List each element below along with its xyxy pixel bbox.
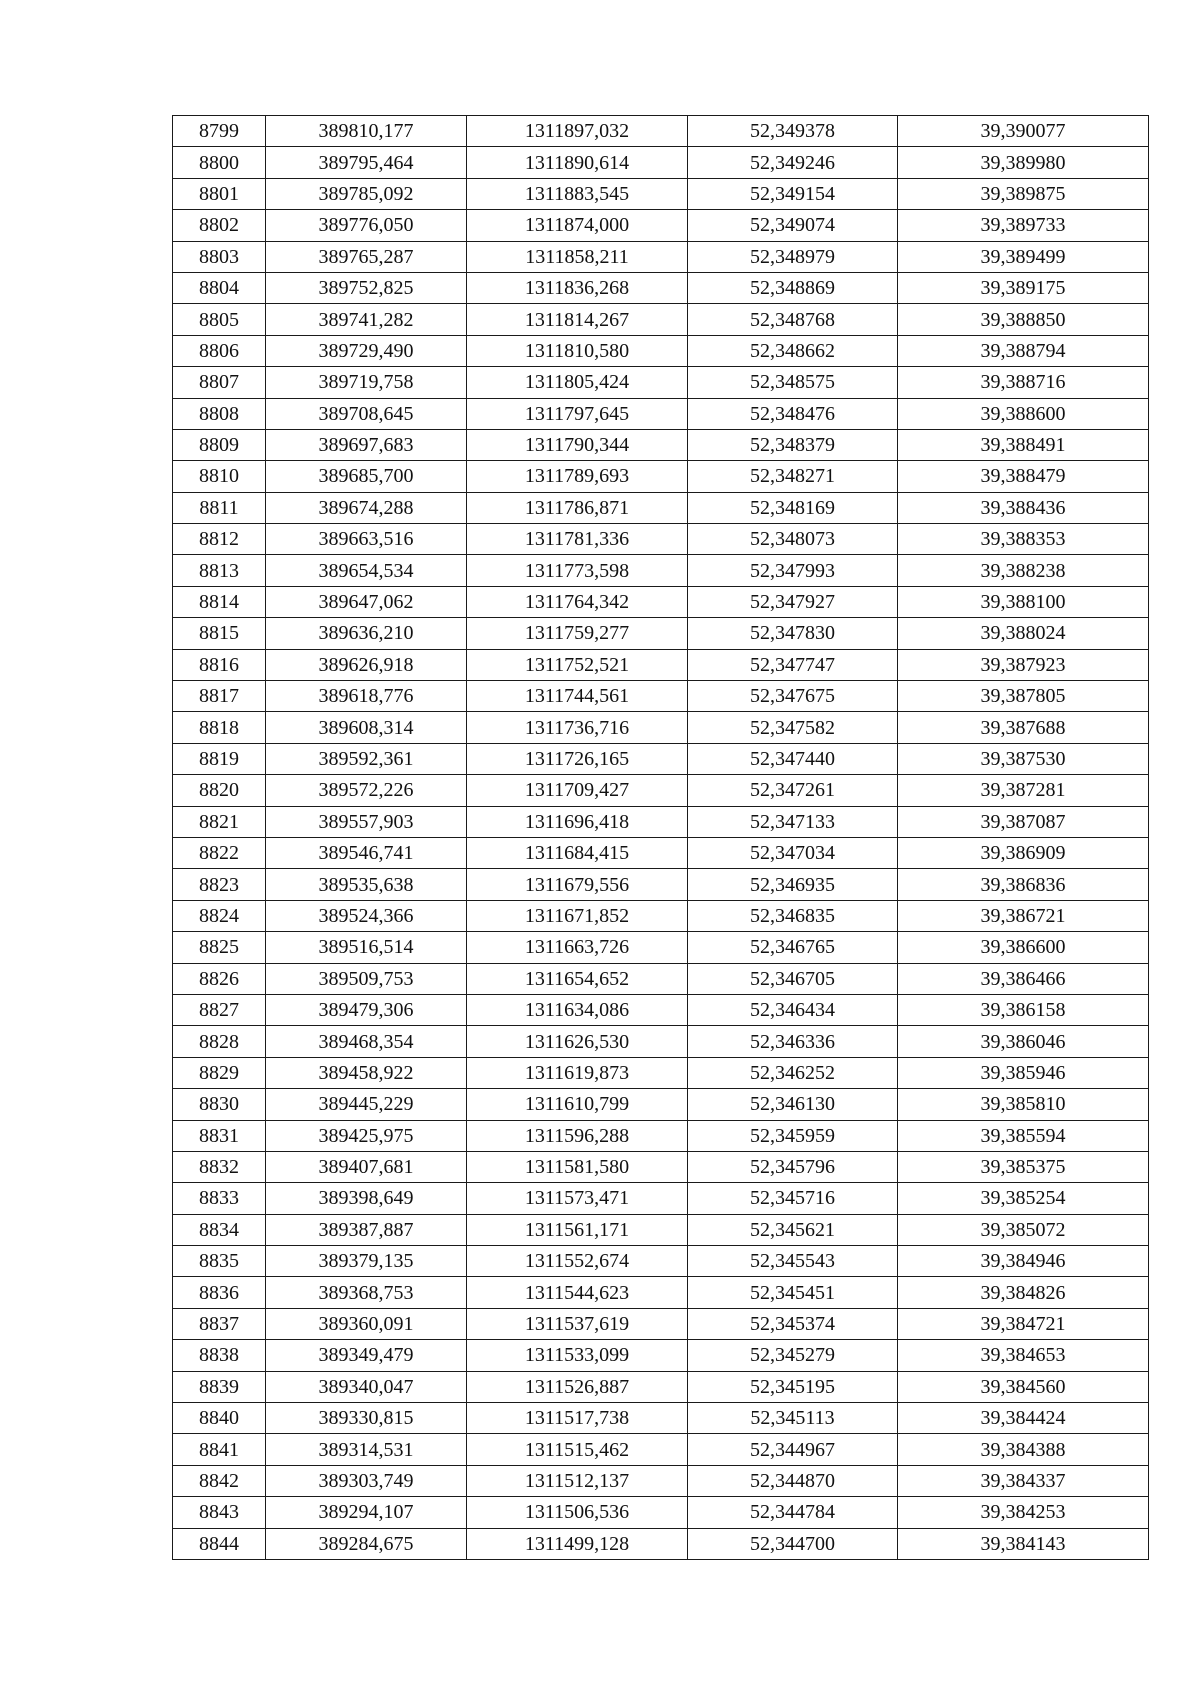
- y-coordinate-cell: 1311874,000: [467, 210, 688, 241]
- longitude-cell: 39,388716: [898, 367, 1149, 398]
- latitude-cell: 52,347440: [688, 743, 898, 774]
- longitude-cell: 39,384253: [898, 1497, 1149, 1528]
- x-coordinate-cell: 389284,675: [266, 1528, 467, 1559]
- point-number-cell: 8833: [173, 1183, 266, 1214]
- table-row: [173, 1434, 1149, 1465]
- longitude-cell: 39,388850: [898, 304, 1149, 335]
- y-coordinate-cell: 1311773,598: [467, 555, 688, 586]
- latitude-cell: 52,348575: [688, 367, 898, 398]
- table-row: [173, 1340, 1149, 1371]
- table-row: [173, 1026, 1149, 1057]
- y-coordinate-cell: 1311805,424: [467, 367, 688, 398]
- y-coordinate-cell: 1311781,336: [467, 524, 688, 555]
- y-coordinate-cell: 1311499,128: [467, 1528, 688, 1559]
- table-row: [173, 1246, 1149, 1277]
- latitude-cell: 52,345279: [688, 1340, 898, 1371]
- y-coordinate-cell: 1311533,099: [467, 1340, 688, 1371]
- longitude-cell: 39,384826: [898, 1277, 1149, 1308]
- table-row: [173, 837, 1149, 868]
- point-number-cell: 8832: [173, 1151, 266, 1182]
- latitude-cell: 52,348476: [688, 398, 898, 429]
- coordinates-table: [172, 115, 1149, 1560]
- table-row: [173, 869, 1149, 900]
- y-coordinate-cell: 1311506,536: [467, 1497, 688, 1528]
- table-row: [173, 775, 1149, 806]
- table-row: [173, 932, 1149, 963]
- point-number-cell: 8809: [173, 429, 266, 460]
- y-coordinate-cell: 1311679,556: [467, 869, 688, 900]
- longitude-cell: 39,384424: [898, 1403, 1149, 1434]
- x-coordinate-cell: 389572,226: [266, 775, 467, 806]
- y-coordinate-cell: 1311515,462: [467, 1434, 688, 1465]
- table-row: [173, 210, 1149, 241]
- y-coordinate-cell: 1311552,674: [467, 1246, 688, 1277]
- latitude-cell: 52,345959: [688, 1120, 898, 1151]
- latitude-cell: 52,347675: [688, 681, 898, 712]
- latitude-cell: 52,349246: [688, 147, 898, 178]
- y-coordinate-cell: 1311619,873: [467, 1057, 688, 1088]
- latitude-cell: 52,345195: [688, 1371, 898, 1402]
- y-coordinate-cell: 1311671,852: [467, 900, 688, 931]
- x-coordinate-cell: 389765,287: [266, 241, 467, 272]
- y-coordinate-cell: 1311626,530: [467, 1026, 688, 1057]
- y-coordinate-cell: 1311810,580: [467, 335, 688, 366]
- longitude-cell: 39,387530: [898, 743, 1149, 774]
- x-coordinate-cell: 389636,210: [266, 618, 467, 649]
- longitude-cell: 39,388100: [898, 586, 1149, 617]
- y-coordinate-cell: 1311786,871: [467, 492, 688, 523]
- x-coordinate-cell: 389524,366: [266, 900, 467, 931]
- longitude-cell: 39,385254: [898, 1183, 1149, 1214]
- x-coordinate-cell: 389360,091: [266, 1308, 467, 1339]
- x-coordinate-cell: 389752,825: [266, 272, 467, 303]
- coordinates-table-body: [173, 116, 1149, 1560]
- x-coordinate-cell: 389647,062: [266, 586, 467, 617]
- y-coordinate-cell: 1311897,032: [467, 116, 688, 147]
- point-number-cell: 8824: [173, 900, 266, 931]
- x-coordinate-cell: 389626,918: [266, 649, 467, 680]
- table-row: [173, 1528, 1149, 1559]
- table-row: [173, 335, 1149, 366]
- x-coordinate-cell: 389674,288: [266, 492, 467, 523]
- table-row: [173, 524, 1149, 555]
- point-number-cell: 8806: [173, 335, 266, 366]
- latitude-cell: 52,345796: [688, 1151, 898, 1182]
- table-row: [173, 618, 1149, 649]
- y-coordinate-cell: 1311790,344: [467, 429, 688, 460]
- longitude-cell: 39,384653: [898, 1340, 1149, 1371]
- x-coordinate-cell: 389663,516: [266, 524, 467, 555]
- longitude-cell: 39,389175: [898, 272, 1149, 303]
- x-coordinate-cell: 389557,903: [266, 806, 467, 837]
- table-row: [173, 1497, 1149, 1528]
- x-coordinate-cell: 389741,282: [266, 304, 467, 335]
- longitude-cell: 39,388479: [898, 461, 1149, 492]
- latitude-cell: 52,344784: [688, 1497, 898, 1528]
- x-coordinate-cell: 389330,815: [266, 1403, 467, 1434]
- point-number-cell: 8843: [173, 1497, 266, 1528]
- y-coordinate-cell: 1311759,277: [467, 618, 688, 649]
- latitude-cell: 52,344870: [688, 1465, 898, 1496]
- longitude-cell: 39,386046: [898, 1026, 1149, 1057]
- table-row: [173, 1403, 1149, 1434]
- latitude-cell: 52,348379: [688, 429, 898, 460]
- table-row: [173, 147, 1149, 178]
- latitude-cell: 52,348073: [688, 524, 898, 555]
- y-coordinate-cell: 1311797,645: [467, 398, 688, 429]
- x-coordinate-cell: 389368,753: [266, 1277, 467, 1308]
- latitude-cell: 52,349074: [688, 210, 898, 241]
- table-row: [173, 1308, 1149, 1339]
- latitude-cell: 52,347261: [688, 775, 898, 806]
- latitude-cell: 52,346130: [688, 1089, 898, 1120]
- x-coordinate-cell: 389810,177: [266, 116, 467, 147]
- point-number-cell: 8823: [173, 869, 266, 900]
- longitude-cell: 39,387688: [898, 712, 1149, 743]
- point-number-cell: 8813: [173, 555, 266, 586]
- longitude-cell: 39,384337: [898, 1465, 1149, 1496]
- point-number-cell: 8830: [173, 1089, 266, 1120]
- latitude-cell: 52,345716: [688, 1183, 898, 1214]
- table-row: [173, 806, 1149, 837]
- longitude-cell: 39,389980: [898, 147, 1149, 178]
- point-number-cell: 8807: [173, 367, 266, 398]
- latitude-cell: 52,347034: [688, 837, 898, 868]
- x-coordinate-cell: 389697,683: [266, 429, 467, 460]
- table-row: [173, 1183, 1149, 1214]
- point-number-cell: 8812: [173, 524, 266, 555]
- latitude-cell: 52,346336: [688, 1026, 898, 1057]
- point-number-cell: 8822: [173, 837, 266, 868]
- y-coordinate-cell: 1311654,652: [467, 963, 688, 994]
- table-row: [173, 1120, 1149, 1151]
- y-coordinate-cell: 1311764,342: [467, 586, 688, 617]
- point-number-cell: 8800: [173, 147, 266, 178]
- y-coordinate-cell: 1311634,086: [467, 994, 688, 1025]
- table-row: [173, 1465, 1149, 1496]
- longitude-cell: 39,387087: [898, 806, 1149, 837]
- longitude-cell: 39,387281: [898, 775, 1149, 806]
- point-number-cell: 8817: [173, 681, 266, 712]
- point-number-cell: 8827: [173, 994, 266, 1025]
- latitude-cell: 52,344700: [688, 1528, 898, 1559]
- longitude-cell: 39,385594: [898, 1120, 1149, 1151]
- longitude-cell: 39,386909: [898, 837, 1149, 868]
- latitude-cell: 52,346835: [688, 900, 898, 931]
- latitude-cell: 52,348271: [688, 461, 898, 492]
- longitude-cell: 39,384721: [898, 1308, 1149, 1339]
- table-row: [173, 398, 1149, 429]
- point-number-cell: 8818: [173, 712, 266, 743]
- latitude-cell: 52,348169: [688, 492, 898, 523]
- point-number-cell: 8842: [173, 1465, 266, 1496]
- latitude-cell: 52,347747: [688, 649, 898, 680]
- table-row: [173, 649, 1149, 680]
- y-coordinate-cell: 1311610,799: [467, 1089, 688, 1120]
- longitude-cell: 39,385375: [898, 1151, 1149, 1182]
- point-number-cell: 8802: [173, 210, 266, 241]
- latitude-cell: 52,345113: [688, 1403, 898, 1434]
- y-coordinate-cell: 1311544,623: [467, 1277, 688, 1308]
- latitude-cell: 52,345543: [688, 1246, 898, 1277]
- x-coordinate-cell: 389314,531: [266, 1434, 467, 1465]
- x-coordinate-cell: 389379,135: [266, 1246, 467, 1277]
- y-coordinate-cell: 1311561,171: [467, 1214, 688, 1245]
- point-number-cell: 8841: [173, 1434, 266, 1465]
- y-coordinate-cell: 1311517,738: [467, 1403, 688, 1434]
- x-coordinate-cell: 389516,514: [266, 932, 467, 963]
- latitude-cell: 52,348662: [688, 335, 898, 366]
- point-number-cell: 8828: [173, 1026, 266, 1057]
- latitude-cell: 52,346434: [688, 994, 898, 1025]
- table-row: [173, 116, 1149, 147]
- x-coordinate-cell: 389592,361: [266, 743, 467, 774]
- longitude-cell: 39,389499: [898, 241, 1149, 272]
- y-coordinate-cell: 1311883,545: [467, 178, 688, 209]
- latitude-cell: 52,349154: [688, 178, 898, 209]
- longitude-cell: 39,388794: [898, 335, 1149, 366]
- y-coordinate-cell: 1311736,716: [467, 712, 688, 743]
- x-coordinate-cell: 389349,479: [266, 1340, 467, 1371]
- point-number-cell: 8838: [173, 1340, 266, 1371]
- longitude-cell: 39,388436: [898, 492, 1149, 523]
- longitude-cell: 39,388491: [898, 429, 1149, 460]
- point-number-cell: 8839: [173, 1371, 266, 1402]
- latitude-cell: 52,347927: [688, 586, 898, 617]
- x-coordinate-cell: 389425,975: [266, 1120, 467, 1151]
- y-coordinate-cell: 1311596,288: [467, 1120, 688, 1151]
- y-coordinate-cell: 1311526,887: [467, 1371, 688, 1402]
- point-number-cell: 8799: [173, 116, 266, 147]
- longitude-cell: 39,384946: [898, 1246, 1149, 1277]
- y-coordinate-cell: 1311537,619: [467, 1308, 688, 1339]
- latitude-cell: 52,345621: [688, 1214, 898, 1245]
- point-number-cell: 8811: [173, 492, 266, 523]
- x-coordinate-cell: 389340,047: [266, 1371, 467, 1402]
- longitude-cell: 39,385946: [898, 1057, 1149, 1088]
- x-coordinate-cell: 389654,534: [266, 555, 467, 586]
- longitude-cell: 39,388600: [898, 398, 1149, 429]
- point-number-cell: 8804: [173, 272, 266, 303]
- x-coordinate-cell: 389535,638: [266, 869, 467, 900]
- x-coordinate-cell: 389398,649: [266, 1183, 467, 1214]
- x-coordinate-cell: 389445,229: [266, 1089, 467, 1120]
- table-row: [173, 1371, 1149, 1402]
- latitude-cell: 52,348869: [688, 272, 898, 303]
- x-coordinate-cell: 389303,749: [266, 1465, 467, 1496]
- table-row: [173, 304, 1149, 335]
- point-number-cell: 8826: [173, 963, 266, 994]
- longitude-cell: 39,384143: [898, 1528, 1149, 1559]
- y-coordinate-cell: 1311726,165: [467, 743, 688, 774]
- x-coordinate-cell: 389509,753: [266, 963, 467, 994]
- table-row: [173, 681, 1149, 712]
- point-number-cell: 8844: [173, 1528, 266, 1559]
- y-coordinate-cell: 1311512,137: [467, 1465, 688, 1496]
- longitude-cell: 39,386158: [898, 994, 1149, 1025]
- y-coordinate-cell: 1311744,561: [467, 681, 688, 712]
- y-coordinate-cell: 1311752,521: [467, 649, 688, 680]
- x-coordinate-cell: 389719,758: [266, 367, 467, 398]
- latitude-cell: 52,348768: [688, 304, 898, 335]
- longitude-cell: 39,386836: [898, 869, 1149, 900]
- y-coordinate-cell: 1311573,471: [467, 1183, 688, 1214]
- longitude-cell: 39,387805: [898, 681, 1149, 712]
- latitude-cell: 52,346765: [688, 932, 898, 963]
- longitude-cell: 39,387923: [898, 649, 1149, 680]
- y-coordinate-cell: 1311836,268: [467, 272, 688, 303]
- latitude-cell: 52,349378: [688, 116, 898, 147]
- point-number-cell: 8814: [173, 586, 266, 617]
- point-number-cell: 8801: [173, 178, 266, 209]
- table-row: [173, 900, 1149, 931]
- point-number-cell: 8835: [173, 1246, 266, 1277]
- longitude-cell: 39,388238: [898, 555, 1149, 586]
- longitude-cell: 39,386466: [898, 963, 1149, 994]
- y-coordinate-cell: 1311581,580: [467, 1151, 688, 1182]
- table-row: [173, 429, 1149, 460]
- table-row: [173, 743, 1149, 774]
- x-coordinate-cell: 389608,314: [266, 712, 467, 743]
- latitude-cell: 52,345451: [688, 1277, 898, 1308]
- longitude-cell: 39,389733: [898, 210, 1149, 241]
- longitude-cell: 39,384388: [898, 1434, 1149, 1465]
- table-row: [173, 492, 1149, 523]
- longitude-cell: 39,388024: [898, 618, 1149, 649]
- y-coordinate-cell: 1311789,693: [467, 461, 688, 492]
- latitude-cell: 52,346935: [688, 869, 898, 900]
- point-number-cell: 8837: [173, 1308, 266, 1339]
- point-number-cell: 8803: [173, 241, 266, 272]
- table-row: [173, 586, 1149, 617]
- latitude-cell: 52,347133: [688, 806, 898, 837]
- y-coordinate-cell: 1311663,726: [467, 932, 688, 963]
- x-coordinate-cell: 389387,887: [266, 1214, 467, 1245]
- table-row: [173, 712, 1149, 743]
- x-coordinate-cell: 389468,354: [266, 1026, 467, 1057]
- point-number-cell: 8810: [173, 461, 266, 492]
- x-coordinate-cell: 389618,776: [266, 681, 467, 712]
- table-row: [173, 272, 1149, 303]
- table-row: [173, 1214, 1149, 1245]
- table-row: [173, 178, 1149, 209]
- table-row: [173, 994, 1149, 1025]
- y-coordinate-cell: 1311890,614: [467, 147, 688, 178]
- x-coordinate-cell: 389795,464: [266, 147, 467, 178]
- x-coordinate-cell: 389729,490: [266, 335, 467, 366]
- y-coordinate-cell: 1311814,267: [467, 304, 688, 335]
- latitude-cell: 52,347582: [688, 712, 898, 743]
- x-coordinate-cell: 389785,092: [266, 178, 467, 209]
- table-row: [173, 963, 1149, 994]
- y-coordinate-cell: 1311858,211: [467, 241, 688, 272]
- table-row: [173, 1057, 1149, 1088]
- y-coordinate-cell: 1311696,418: [467, 806, 688, 837]
- longitude-cell: 39,389875: [898, 178, 1149, 209]
- table-row: [173, 1277, 1149, 1308]
- table-row: [173, 1089, 1149, 1120]
- point-number-cell: 8829: [173, 1057, 266, 1088]
- table-row: [173, 555, 1149, 586]
- point-number-cell: 8815: [173, 618, 266, 649]
- x-coordinate-cell: 389708,645: [266, 398, 467, 429]
- longitude-cell: 39,386600: [898, 932, 1149, 963]
- latitude-cell: 52,348979: [688, 241, 898, 272]
- latitude-cell: 52,346705: [688, 963, 898, 994]
- latitude-cell: 52,347993: [688, 555, 898, 586]
- point-number-cell: 8816: [173, 649, 266, 680]
- point-number-cell: 8808: [173, 398, 266, 429]
- x-coordinate-cell: 389685,700: [266, 461, 467, 492]
- latitude-cell: 52,347830: [688, 618, 898, 649]
- point-number-cell: 8820: [173, 775, 266, 806]
- x-coordinate-cell: 389294,107: [266, 1497, 467, 1528]
- longitude-cell: 39,390077: [898, 116, 1149, 147]
- latitude-cell: 52,344967: [688, 1434, 898, 1465]
- table-row: [173, 1151, 1149, 1182]
- x-coordinate-cell: 389407,681: [266, 1151, 467, 1182]
- point-number-cell: 8825: [173, 932, 266, 963]
- latitude-cell: 52,345374: [688, 1308, 898, 1339]
- table-row: [173, 367, 1149, 398]
- table-row: [173, 241, 1149, 272]
- point-number-cell: 8834: [173, 1214, 266, 1245]
- point-number-cell: 8821: [173, 806, 266, 837]
- x-coordinate-cell: 389546,741: [266, 837, 467, 868]
- point-number-cell: 8840: [173, 1403, 266, 1434]
- latitude-cell: 52,346252: [688, 1057, 898, 1088]
- longitude-cell: 39,384560: [898, 1371, 1149, 1402]
- x-coordinate-cell: 389776,050: [266, 210, 467, 241]
- point-number-cell: 8805: [173, 304, 266, 335]
- longitude-cell: 39,388353: [898, 524, 1149, 555]
- point-number-cell: 8831: [173, 1120, 266, 1151]
- y-coordinate-cell: 1311709,427: [467, 775, 688, 806]
- x-coordinate-cell: 389479,306: [266, 994, 467, 1025]
- longitude-cell: 39,385072: [898, 1214, 1149, 1245]
- longitude-cell: 39,385810: [898, 1089, 1149, 1120]
- y-coordinate-cell: 1311684,415: [467, 837, 688, 868]
- x-coordinate-cell: 389458,922: [266, 1057, 467, 1088]
- longitude-cell: 39,386721: [898, 900, 1149, 931]
- point-number-cell: 8819: [173, 743, 266, 774]
- table-row: [173, 461, 1149, 492]
- point-number-cell: 8836: [173, 1277, 266, 1308]
